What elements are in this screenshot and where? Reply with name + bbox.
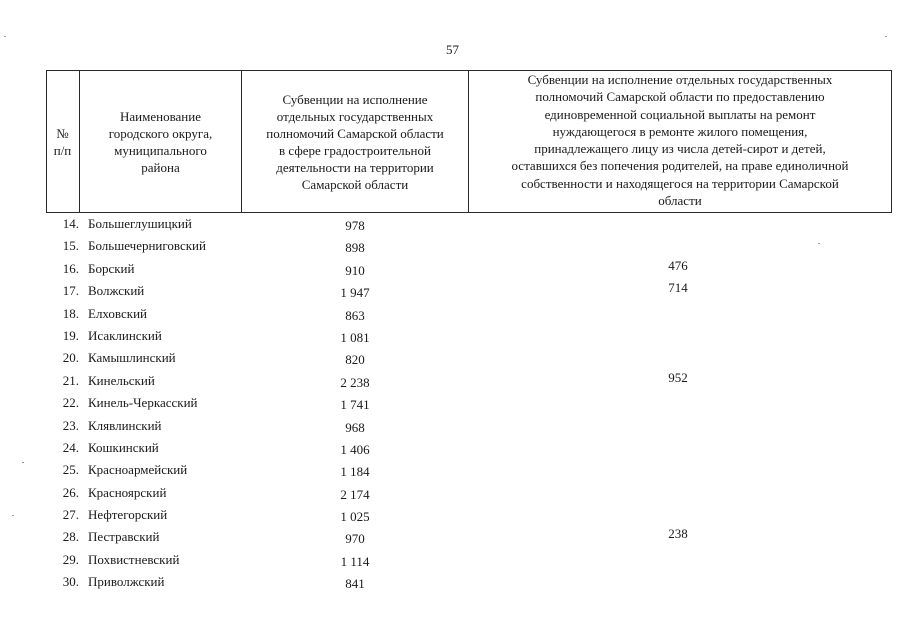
table-row (0, 437, 905, 459)
header-name-column: Наименование городского округа, муниципального района (79, 71, 241, 212)
table-row (0, 526, 905, 548)
urban-planning-subsidy-value: 910 (345, 262, 365, 278)
urban-planning-subsidy-value: 1 114 (340, 553, 370, 569)
scan-speck (22, 462, 24, 463)
district-name: Пестравский (88, 529, 160, 545)
row-number: 23. (62, 417, 79, 433)
urban-planning-subsidy-value: 970 (345, 531, 365, 547)
table-row (0, 258, 905, 280)
repair-subsidy-value: 952 (668, 369, 688, 385)
repair-subsidy-value: 238 (668, 526, 688, 542)
repair-subsidy-value: 476 (668, 257, 688, 273)
table-row (0, 347, 905, 369)
table-header (46, 70, 892, 213)
urban-planning-subsidy-value: 1 947 (340, 285, 370, 301)
urban-planning-subsidy-value: 1 406 (340, 441, 370, 457)
district-name: Похвистневский (88, 551, 180, 567)
urban-planning-subsidy-value: 978 (345, 218, 365, 233)
table-row (0, 235, 905, 257)
district-name: Кинельский (88, 372, 155, 388)
urban-planning-subsidy-value: 2 238 (340, 374, 370, 390)
row-number: 21. (62, 372, 79, 388)
header-urban-planning-subsidy-column: Субвенции на исполнение отдельных государственных полномочий Самарской области в сфере градостроительной деятельности на территории Самарской области (241, 71, 468, 212)
row-number: 24. (62, 439, 79, 455)
table-row (0, 392, 905, 414)
repair-subsidy-value: 714 (668, 280, 688, 296)
urban-planning-subsidy-value: 968 (345, 419, 365, 435)
table-row (0, 459, 905, 481)
district-name: Исаклинский (88, 327, 162, 343)
row-number: 25. (62, 462, 79, 478)
scan-speck (4, 36, 6, 37)
header-number-column: № п/п (53, 125, 72, 158)
row-number: 29. (62, 551, 79, 567)
row-number: 16. (62, 260, 79, 276)
district-name: Клявлинский (88, 417, 162, 433)
scan-speck (12, 515, 14, 516)
district-name: Борский (88, 260, 135, 276)
table-row (0, 280, 905, 302)
row-number: 26. (62, 484, 79, 500)
table-row (0, 415, 905, 437)
urban-planning-subsidy-value: 898 (345, 240, 365, 256)
row-number: 14. (62, 216, 79, 231)
urban-planning-subsidy-value: 1 081 (340, 329, 370, 345)
table-row (0, 213, 905, 235)
scan-speck (885, 36, 887, 37)
urban-planning-subsidy-value: 820 (345, 352, 365, 368)
page-number: 57 (446, 42, 459, 57)
urban-planning-subsidy-value: 1 741 (340, 397, 370, 413)
district-name: Большеглушицкий (88, 216, 192, 231)
row-number: 18. (62, 305, 79, 321)
district-name: Кошкинский (88, 439, 159, 455)
scan-speck (818, 243, 820, 244)
table-row (0, 325, 905, 347)
table-row (0, 370, 905, 392)
table-row (0, 571, 905, 593)
row-number: 20. (62, 350, 79, 366)
district-name: Камышлинский (88, 350, 176, 366)
district-name: Приволжский (88, 574, 165, 590)
row-number: 27. (62, 507, 79, 523)
table-row (0, 303, 905, 325)
row-number: 28. (62, 529, 79, 545)
district-name: Елховский (88, 305, 147, 321)
district-name: Кинель-Черкасский (88, 395, 198, 411)
urban-planning-subsidy-value: 1 025 (340, 509, 370, 525)
row-number: 22. (62, 395, 79, 411)
table-row (0, 504, 905, 526)
urban-planning-subsidy-value: 863 (345, 307, 365, 323)
district-name: Красноармейский (88, 462, 188, 478)
table-row (0, 549, 905, 571)
district-name: Большечерниговский (88, 238, 206, 254)
district-name: Нефтегорский (88, 507, 168, 523)
row-number: 19. (62, 327, 79, 343)
district-name: Красноярский (88, 484, 167, 500)
urban-planning-subsidy-value: 1 184 (340, 464, 370, 480)
urban-planning-subsidy-value: 841 (345, 576, 365, 592)
table-row (0, 482, 905, 504)
header-repair-subsidy-column: Субвенции на исполнение отдельных государственных полномочий Самарской области по предоставлению единовременной социальной выплаты на ремонт нуждающегося в ремонте жилого помещения, принадлежащего лицу из числа детей-сирот и детей, оставшихся без попечения родителей, на праве единоличной собственности и находящегося на территории Самарской области (468, 71, 891, 212)
table-body (0, 213, 905, 594)
district-name: Волжский (88, 283, 145, 299)
row-number: 17. (62, 283, 79, 299)
row-number: 15. (62, 238, 79, 254)
urban-planning-subsidy-value: 2 174 (340, 486, 370, 502)
row-number: 30. (62, 574, 79, 590)
